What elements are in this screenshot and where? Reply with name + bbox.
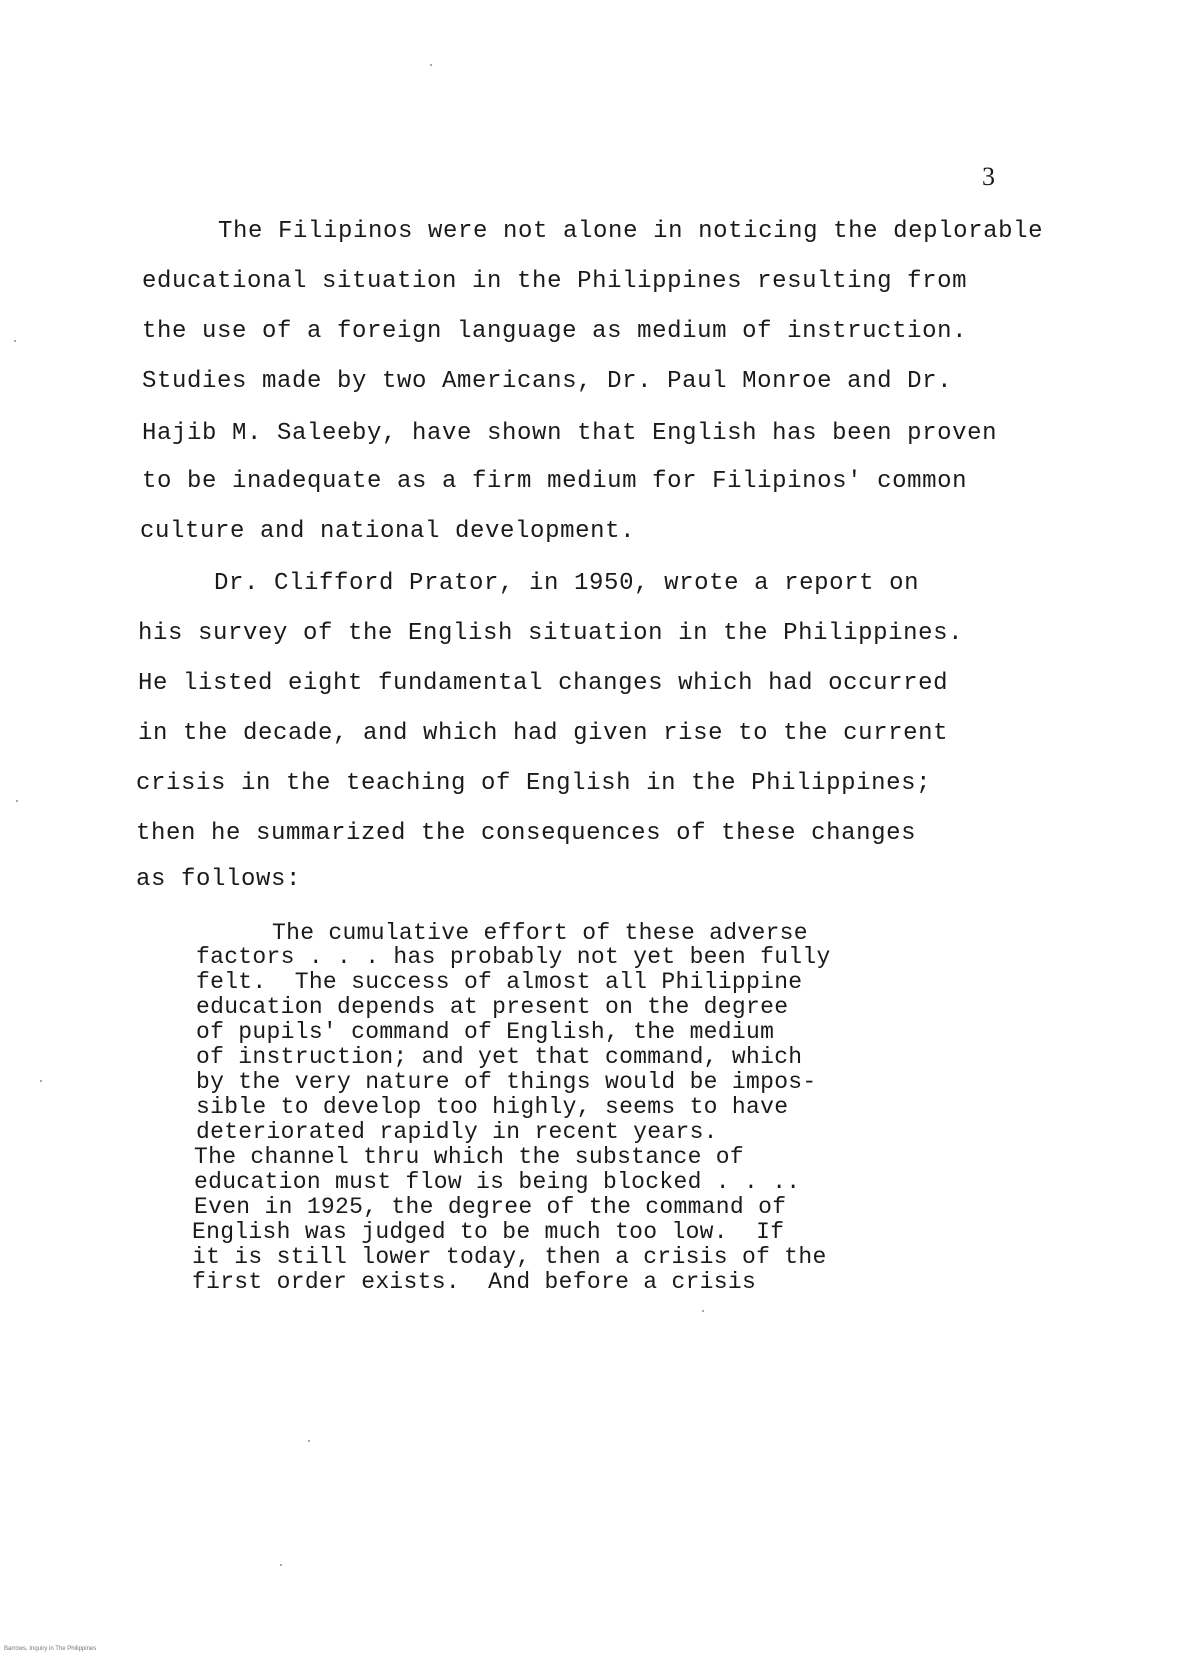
scan-speck <box>702 1310 704 1312</box>
quote-line: of instruction; and yet that command, which <box>196 1044 803 1070</box>
quote-line: Even in 1925, the degree of the command of <box>194 1194 787 1220</box>
quote-line: of pupils' command of English, the medium <box>196 1019 775 1045</box>
quote-line: The channel thru which the substance of <box>194 1144 744 1170</box>
quote-line: English was judged to be much too low. If <box>192 1219 785 1245</box>
quote-line: it is still lower today, then a crisis of the <box>192 1244 827 1270</box>
scan-speck <box>16 800 18 802</box>
paragraph-2-line: crisis in the teaching of English in the Philippines; <box>136 770 932 797</box>
quote-line: factors . . . has probably not yet been fully <box>196 944 831 970</box>
quote-line: The cumulative effort of these adverse <box>272 920 808 946</box>
quote-line: education depends at present on the degree <box>196 994 789 1020</box>
quote-line: education must flow is being blocked . . .. <box>194 1169 801 1195</box>
paragraph-1-line: culture and national development. <box>140 518 636 545</box>
scan-speck <box>280 1564 282 1566</box>
paragraph-1-line: Studies made by two Americans, Dr. Paul Monroe and Dr. <box>142 368 953 395</box>
paragraph-1-line: educational situation in the Philippines resulting from <box>142 268 968 295</box>
paragraph-1-line: Hajib M. Saleeby, have shown that English has been proven <box>142 420 998 447</box>
paragraph-2-line: as follows: <box>136 866 302 893</box>
quote-line: felt. The success of almost all Philippine <box>196 969 803 995</box>
paragraph-1-line: to be inadequate as a firm medium for Filipinos' common <box>142 468 968 495</box>
quote-line: by the very nature of things would be impos- <box>196 1069 817 1095</box>
paragraph-2-line: Dr. Clifford Prator, in 1950, wrote a report on <box>214 570 920 597</box>
paragraph-1-line: The Filipinos were not alone in noticing the deplorable <box>218 218 1044 245</box>
scan-speck <box>40 1080 42 1082</box>
paragraph-2-line: He listed eight fundamental changes which had occurred <box>138 670 949 697</box>
paragraph-2-line: his survey of the English situation in the Philippines. <box>138 620 964 647</box>
quote-line: deteriorated rapidly in recent years. <box>196 1119 718 1145</box>
scan-speck <box>430 64 432 66</box>
scan-speck <box>14 340 16 342</box>
paragraph-2-line: then he summarized the consequences of these changes <box>136 820 917 847</box>
scan-speck <box>308 1440 310 1442</box>
quote-line: first order exists. And before a crisis <box>192 1269 757 1295</box>
page-number: 3 <box>982 162 995 191</box>
paragraph-1-line: the use of a foreign language as medium of instruction. <box>142 318 968 345</box>
quote-line: sible to develop too highly, seems to have <box>196 1094 789 1120</box>
scan-footer: Barrows, Inquiry in The Philippines <box>4 1646 97 1652</box>
paragraph-2-line: in the decade, and which had given rise to the current <box>138 720 949 747</box>
